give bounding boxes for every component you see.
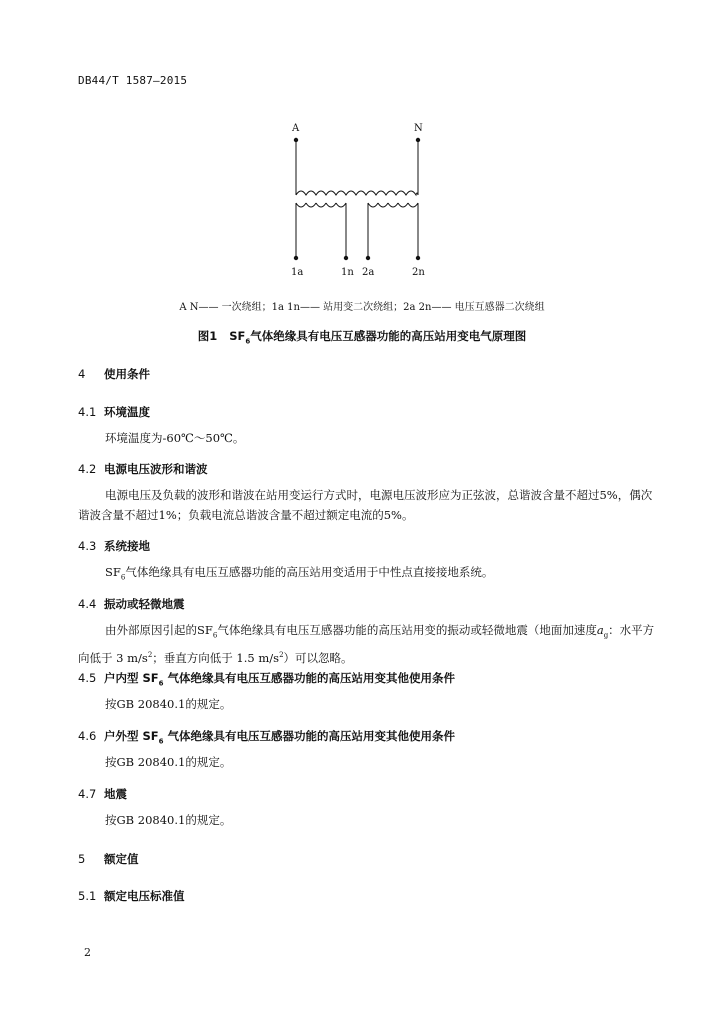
paragraph-4-7: 按GB 20840.1的规定。 [105,813,232,827]
section-title: 额定值 [104,852,139,866]
figure-caption [0,328,724,345]
terminal-2a-label: 2a [362,267,375,278]
section-heading-4-7 [78,786,127,802]
section-number: 4.1 [78,405,97,419]
terminal-1n-label: 1n [341,267,354,278]
primary-winding [296,191,418,195]
section-number: 5.1 [78,889,97,903]
secondary1-winding [296,203,346,207]
section-heading-4-1 [78,404,150,420]
section-title: 额定电压标准值 [104,889,185,903]
section-number: 4 [78,367,86,381]
unit-sup-1: 2 [147,651,153,660]
title-pre: 户内型 SF [104,671,159,685]
terminal-2a-dot [366,256,370,260]
figure-caption-sub: 6 [245,337,251,346]
section-number: 4.7 [78,787,97,801]
ag-sub: g [603,631,609,640]
section-heading-4-2 [78,461,208,477]
section-heading-4-3 [78,538,150,554]
paragraph-4-3 [78,562,656,587]
section-heading-4-4 [78,596,185,612]
section-title: 振动或轻微地震 [104,597,185,611]
section-heading-4-5 [78,670,455,687]
terminal-1n-dot [344,256,348,260]
terminal-2n-dot [416,256,420,260]
terminal-2n-label: 2n [412,267,425,278]
title-sub: 6 [158,679,164,688]
figure-caption-text: 气体绝缘具有电压互感器功能的高压站用变电气原理图 [250,329,527,343]
section-number: 5 [78,852,86,866]
section-heading-4 [78,366,150,382]
terminal-1a-label: 1a [291,267,304,278]
section-title: 使用条件 [104,367,150,381]
section-number: 4.4 [78,597,97,611]
section-title: 环境温度 [104,405,150,419]
figure-caption-label: 图1 [197,329,218,343]
section-heading-5-1 [78,888,185,904]
page-number: 2 [84,946,91,959]
section-number: 4.2 [78,462,97,476]
sf-sub: 6 [120,573,126,582]
section-heading-4-6 [78,728,455,745]
figure-legend: A N—— 一次绕组；1a 1n—— 站用变二次绕组；2a 2n—— 电压互感器二次绕组 [179,302,545,313]
paragraph-4-4 [78,620,656,668]
sf-text: SF [105,565,121,579]
paragraph-text: 气体绝缘具有电压互感器功能的高压站用变适用于中性点直接接地系统。 [125,565,494,579]
standard-code-header: DB44/T 1587—2015 [78,74,188,87]
section-title: 系统接地 [104,539,150,553]
terminal-1a-dot [294,256,298,260]
text-part-5: ）可以忽略。 [283,651,353,666]
paragraph-4-6: 按GB 20840.1的规定。 [105,755,232,769]
secondary2-winding [368,203,418,207]
section-number: 4.6 [78,729,97,743]
figure-caption-sf: SF [229,329,246,343]
ag-symbol: a [596,623,604,637]
text-part-2: 气体绝缘具有电压互感器功能的高压站用变的振动或轻微地震（地面加速度 [217,623,597,637]
text-part-3: ：水平方向低于 3 m/s [78,623,655,666]
terminal-a-label: A [292,123,300,134]
section-heading-5 [78,851,139,867]
transformer-schematic [0,0,724,290]
section-title: 地震 [104,787,127,801]
section-number: 4.3 [78,539,97,553]
title-sub: 6 [158,737,164,746]
unit-sup-2: 2 [279,651,284,660]
text-part-4: ；垂直方向低于 1.5 m/s [152,651,280,666]
section-number: 4.5 [78,671,97,685]
title-pre: 户外型 SF [104,729,159,743]
section-title: 电源电压波形和谐波 [104,462,208,476]
paragraph-4-5: 按GB 20840.1的规定。 [105,697,232,711]
sf-sub: 6 [212,631,218,640]
title-post: 气体绝缘具有电压互感器功能的高压站用变其他使用条件 [163,671,456,685]
title-post: 气体绝缘具有电压互感器功能的高压站用变其他使用条件 [163,729,456,743]
paragraph-4-1: 环境温度为-60℃～50℃。 [105,431,245,445]
terminal-n-label: N [414,123,423,134]
text-part-1: 由外部原因引起的SF [105,623,213,637]
paragraph-4-2: 电源电压及负载的波形和谐波在站用变运行方式时，电源电压波形应为正弦波，总谐波含量不超过5%，偶次谐波含量不超过1%；负载电流总谐波含量不超过额定电流的5%。 [78,488,653,522]
